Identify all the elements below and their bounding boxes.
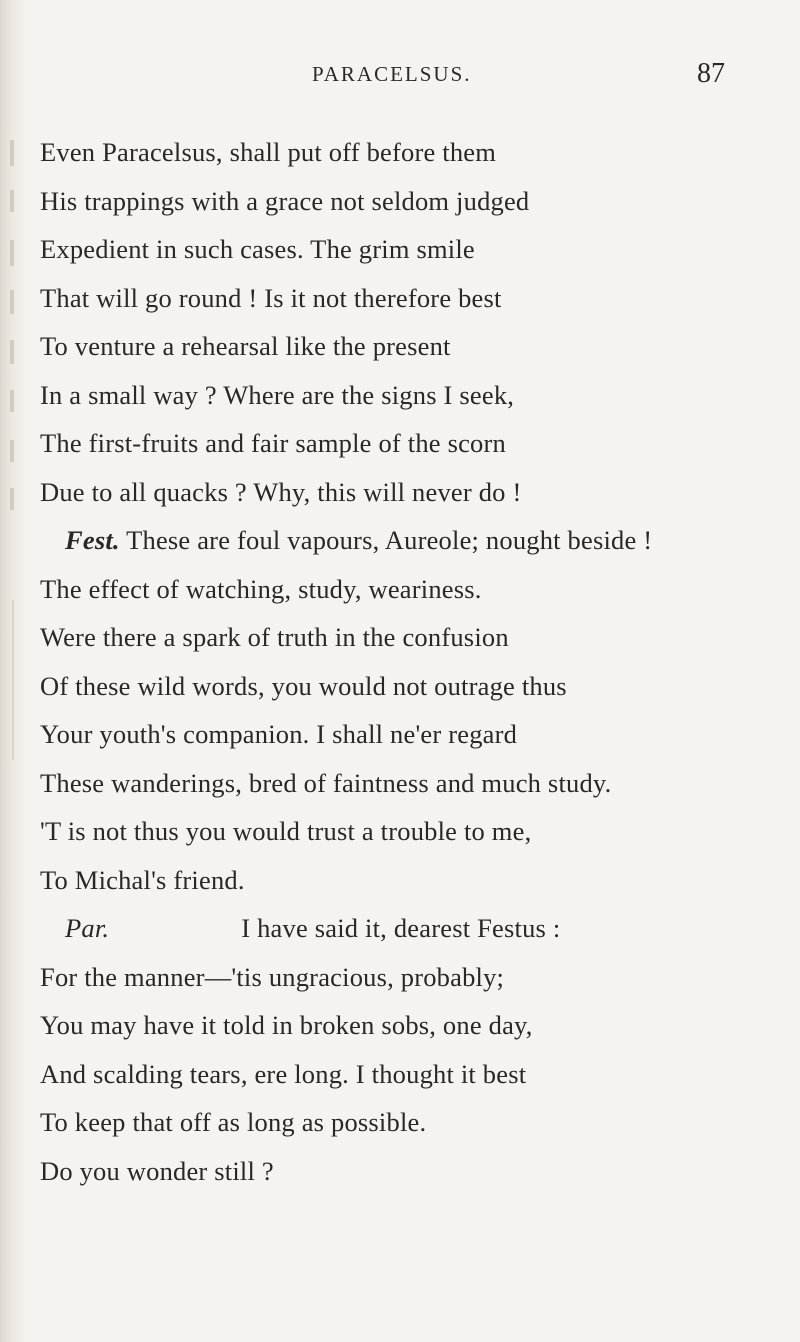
gutter-mark — [12, 600, 14, 760]
gutter-mark — [10, 440, 14, 462]
gutter-mark — [10, 190, 14, 212]
verse-line: His trappings with a grace not seldom judged — [40, 185, 530, 216]
verse-line: And scalding tears, ere long. I thought it best — [40, 1058, 527, 1089]
gutter-mark — [10, 290, 14, 314]
gutter-mark — [10, 240, 14, 266]
verse-line: 'T is not thus you would trust a trouble to me, — [40, 816, 532, 846]
verse-line: The effect of watching, study, weariness. — [40, 573, 482, 604]
verse-line: Fest. These are foul vapours, Aureole; nought beside ! — [65, 525, 653, 555]
verse-line: Due to all quacks ? Why, this will never do ! — [40, 476, 522, 507]
verse-line: Of these wild words, you would not outrage thus — [40, 670, 567, 701]
verse-line: Your youth's companion. I shall ne'er regard — [40, 719, 518, 749]
gutter-mark — [10, 488, 14, 510]
speaker-label: Fest. — [65, 525, 120, 555]
verse-line: Even Paracelsus, shall put off before them — [40, 137, 497, 167]
verse-line: For the manner—'tis ungracious, probably; — [40, 961, 505, 992]
verse-line: To keep that off as long as possible. — [40, 1107, 427, 1137]
page-number: 87 — [697, 58, 725, 89]
verse-line: You may have it told in broken sobs, one day, — [40, 1010, 533, 1040]
running-head-title: PARACELSUS. — [312, 62, 472, 86]
binding-gutter — [0, 0, 26, 1342]
verse-line: Par. I have said it, dearest Festus : — [65, 913, 561, 943]
verse-line: To Michal's friend. — [40, 864, 245, 895]
running-head — [0, 58, 800, 92]
verse-line: In a small way ? Where are the signs I seek, — [40, 379, 515, 410]
verse-line: To venture a rehearsal like the present — [40, 331, 451, 361]
gutter-mark — [10, 390, 14, 412]
gutter-mark — [10, 340, 14, 364]
gutter-mark — [10, 140, 14, 166]
verse-line: These wanderings, bred of faintness and much study. — [40, 767, 612, 798]
verse-line: The first-fruits and fair sample of the scorn — [40, 428, 506, 458]
verse-line: That will go round ! Is it not therefore best — [40, 282, 502, 313]
verse-line: Do you wonder still ? — [40, 1155, 274, 1186]
verse-line: Were there a spark of truth in the confusion — [40, 622, 509, 652]
speaker-label: Par. — [65, 913, 110, 943]
verse-line: Expedient in such cases. The grim smile — [40, 234, 475, 264]
